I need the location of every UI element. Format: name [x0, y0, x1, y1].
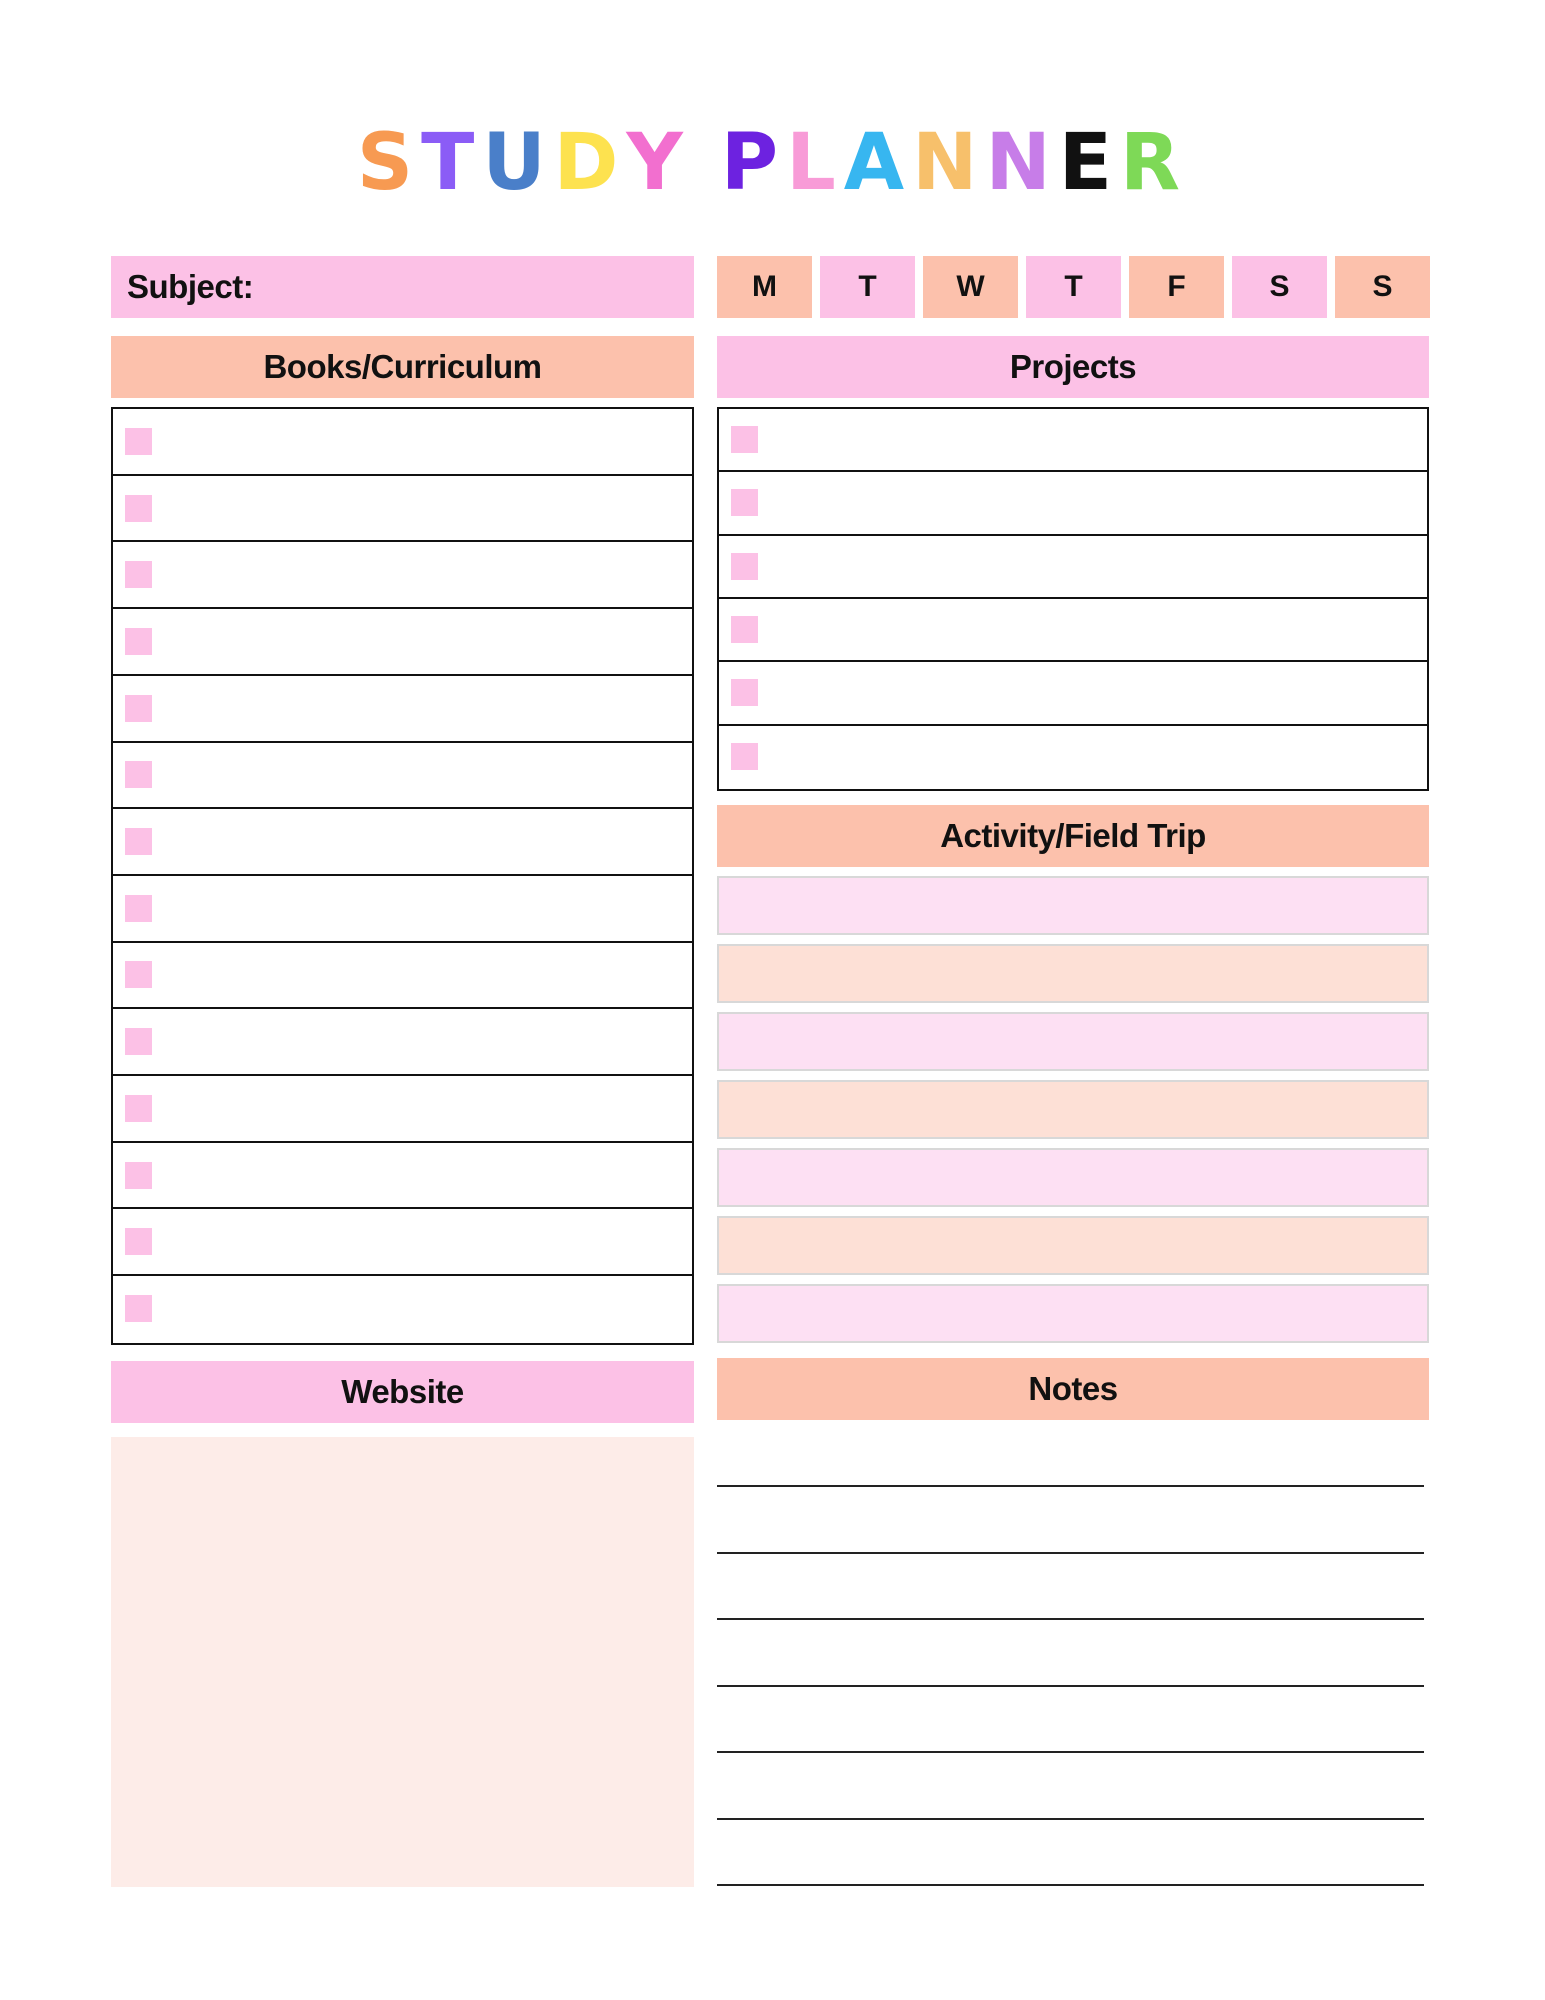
checkbox[interactable] — [125, 1228, 152, 1255]
activity-row[interactable] — [717, 1012, 1429, 1071]
books-heading: Books/Curriculum — [263, 348, 542, 385]
list-item[interactable] — [113, 943, 692, 1010]
day-box-sat[interactable] — [1232, 256, 1327, 318]
day-box-wed[interactable] — [923, 256, 1018, 318]
subject-label: Subject: — [127, 268, 254, 305]
checkbox[interactable] — [125, 1028, 152, 1055]
day-label: T — [858, 270, 877, 303]
note-line[interactable] — [717, 1552, 1424, 1554]
activity-row[interactable] — [717, 1148, 1429, 1207]
note-line[interactable] — [717, 1884, 1424, 1886]
title-letter: R — [1120, 118, 1189, 208]
list-item[interactable] — [113, 609, 692, 676]
activity-heading: Activity/Field Trip — [940, 817, 1206, 854]
day-label: S — [1269, 270, 1290, 303]
notes-header — [717, 1358, 1429, 1420]
day-label: T — [1064, 270, 1083, 303]
activity-header — [717, 805, 1429, 867]
day-box-thu[interactable] — [1026, 256, 1121, 318]
title-letter: D — [553, 118, 627, 208]
list-item[interactable] — [719, 662, 1427, 725]
title-letter: Y — [626, 118, 691, 208]
checkbox[interactable] — [125, 695, 152, 722]
list-item[interactable] — [113, 809, 692, 876]
day-box-fri[interactable] — [1129, 256, 1224, 318]
list-item[interactable] — [113, 409, 692, 476]
subject-field[interactable] — [111, 256, 694, 318]
activity-row[interactable] — [717, 1080, 1429, 1139]
list-item[interactable] — [113, 1276, 692, 1343]
projects-heading: Projects — [1009, 348, 1137, 385]
checkbox[interactable] — [731, 679, 758, 706]
title-letter: N — [912, 118, 986, 208]
notes-heading: Notes — [1028, 1370, 1118, 1407]
list-item[interactable] — [113, 1076, 692, 1143]
title-letter: L — [786, 118, 844, 208]
day-label: M — [752, 270, 777, 303]
list-item[interactable] — [719, 409, 1427, 472]
title-letter: S — [356, 118, 422, 208]
note-line[interactable] — [717, 1685, 1424, 1687]
projects-header — [717, 336, 1429, 398]
list-item[interactable] — [113, 743, 692, 810]
books-header — [111, 336, 694, 398]
title-letter: P — [720, 118, 787, 208]
website-header — [111, 1361, 694, 1423]
note-line[interactable] — [717, 1485, 1424, 1487]
checkbox[interactable] — [731, 553, 758, 580]
checkbox[interactable] — [125, 428, 152, 455]
list-item[interactable] — [113, 476, 692, 543]
list-item[interactable] — [113, 1009, 692, 1076]
day-box-mon[interactable] — [717, 256, 812, 318]
activity-row[interactable] — [717, 1216, 1429, 1275]
checkbox[interactable] — [125, 761, 152, 788]
note-line[interactable] — [717, 1751, 1424, 1753]
checkbox[interactable] — [125, 1095, 152, 1122]
checkbox[interactable] — [125, 828, 152, 855]
activity-row[interactable] — [717, 944, 1429, 1003]
books-list — [111, 407, 694, 1345]
checkbox[interactable] — [125, 495, 152, 522]
list-item[interactable] — [113, 542, 692, 609]
day-box-sun[interactable] — [1335, 256, 1430, 318]
day-label: F — [1167, 270, 1186, 303]
checkbox[interactable] — [125, 1162, 152, 1189]
list-item[interactable] — [719, 726, 1427, 789]
list-item[interactable] — [113, 876, 692, 943]
checkbox[interactable] — [731, 743, 758, 770]
day-box-tue[interactable] — [820, 256, 915, 318]
checkbox[interactable] — [125, 961, 152, 988]
day-label: W — [956, 270, 985, 303]
title-letter: E — [1058, 118, 1121, 208]
title-letter: N — [985, 118, 1059, 208]
day-label: S — [1372, 270, 1393, 303]
checkbox[interactable] — [731, 616, 758, 643]
checkbox[interactable] — [125, 895, 152, 922]
list-item[interactable] — [719, 472, 1427, 535]
list-item[interactable] — [113, 1143, 692, 1210]
list-item[interactable] — [113, 676, 692, 743]
title-letter: A — [843, 118, 913, 208]
note-line[interactable] — [717, 1818, 1424, 1820]
list-item[interactable] — [719, 536, 1427, 599]
checkbox[interactable] — [731, 489, 758, 516]
website-box[interactable] — [111, 1437, 694, 1887]
activity-row[interactable] — [717, 1284, 1429, 1343]
note-line[interactable] — [717, 1618, 1424, 1620]
title-letter: U — [482, 118, 554, 208]
projects-list — [717, 407, 1429, 791]
checkbox[interactable] — [125, 1295, 152, 1322]
list-item[interactable] — [113, 1209, 692, 1276]
list-item[interactable] — [719, 599, 1427, 662]
checkbox[interactable] — [125, 561, 152, 588]
activity-row[interactable] — [717, 876, 1429, 935]
checkbox[interactable] — [125, 628, 152, 655]
page-title — [0, 118, 1545, 208]
title-letter: T — [421, 118, 483, 208]
website-heading: Website — [341, 1373, 464, 1410]
checkbox[interactable] — [731, 426, 758, 453]
